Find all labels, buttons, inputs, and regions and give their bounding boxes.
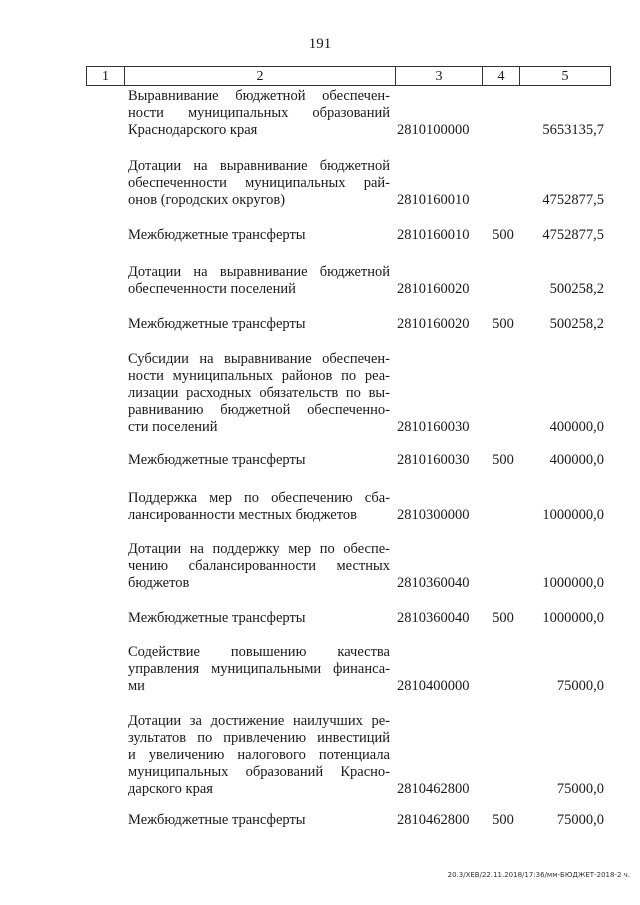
target-article-code: 2810100000 — [397, 122, 470, 138]
target-article-code: 2810360040 — [397, 610, 470, 626]
description-line: Дотации за достижение наилучших ре- — [128, 713, 390, 729]
page-number: 191 — [308, 36, 332, 52]
row-description — [128, 610, 390, 627]
amount: 4752877,5 — [542, 227, 604, 243]
description-line: и увеличению налогового потенциала — [128, 747, 390, 763]
amount: 1000000,0 — [542, 507, 604, 523]
expense-type: 500 — [492, 812, 514, 828]
description-line: Содействие повышению качества — [128, 644, 390, 660]
description-line: Выравнивание бюджетной обеспечен- — [128, 88, 390, 104]
description-line: Дотации на поддержку мер по обеспе- — [128, 541, 390, 557]
expense-type: 500 — [492, 610, 514, 626]
description-line: Поддержка мер по обеспечению сба- — [128, 490, 390, 506]
target-article-code: 2810160010 — [397, 192, 470, 208]
description-line: чению сбалансированности местных — [128, 558, 390, 574]
description-line: обеспеченности муниципальных рай- — [128, 175, 390, 191]
target-article-code: 2810160020 — [397, 316, 470, 332]
table-header — [86, 66, 611, 86]
row-description — [128, 490, 390, 524]
row-description — [128, 316, 390, 333]
description-line: лансированности местных бюджетов — [128, 507, 357, 523]
description-line: ности муниципальных образований — [128, 105, 390, 121]
description-line: зультатов по привлечению инвестиций — [128, 730, 390, 746]
row-description — [128, 158, 390, 209]
expense-type: 500 — [492, 452, 514, 468]
description-line: Дотации на выравнивание бюджетной — [128, 264, 390, 280]
description-line: Межбюджетные трансферты — [128, 316, 306, 332]
description-line: Субсидии на выравнивание обеспечен- — [128, 351, 390, 367]
amount: 400000,0 — [549, 452, 604, 468]
column-header-3: 3 — [396, 67, 483, 85]
amount: 1000000,0 — [542, 610, 604, 626]
target-article-code: 2810360040 — [397, 575, 470, 591]
description-line: Краснодарского края — [128, 122, 258, 138]
amount: 500258,2 — [549, 281, 604, 297]
amount: 4752877,5 — [542, 192, 604, 208]
row-description — [128, 541, 390, 592]
description-line: муниципальных образований Красно- — [128, 764, 390, 780]
amount: 400000,0 — [549, 419, 604, 435]
amount: 5653135,7 — [542, 122, 604, 138]
target-article-code: 2810160030 — [397, 419, 470, 435]
row-description — [128, 452, 390, 469]
column-header-4: 4 — [483, 67, 520, 85]
description-line: Межбюджетные трансферты — [128, 610, 306, 626]
row-description — [128, 713, 390, 798]
row-description — [128, 644, 390, 695]
column-header-2: 2 — [125, 67, 396, 85]
description-line: дарского края — [128, 781, 213, 797]
amount: 75000,0 — [556, 678, 604, 694]
column-header-5: 5 — [561, 69, 569, 84]
amount: 1000000,0 — [542, 575, 604, 591]
description-line: Межбюджетные трансферты — [128, 227, 306, 243]
target-article-code: 2810300000 — [397, 507, 470, 523]
target-article-code: 2810462800 — [397, 812, 470, 828]
amount: 75000,0 — [556, 812, 604, 828]
target-article-code: 2810160030 — [397, 452, 470, 468]
description-line: обеспеченности поселений — [128, 281, 296, 297]
amount: 75000,0 — [556, 781, 604, 797]
row-description — [128, 227, 390, 244]
row-description — [128, 264, 390, 298]
description-line: Межбюджетные трансферты — [128, 812, 306, 828]
expense-type: 500 — [492, 227, 514, 243]
description-line: равниванию бюджетной обеспеченно- — [128, 402, 390, 418]
row-description — [128, 88, 390, 139]
amount: 500258,2 — [549, 316, 604, 332]
description-line: сти поселений — [128, 419, 218, 435]
target-article-code: 2810160020 — [397, 281, 470, 297]
footer-stamp: 20.3/ХЕВ/22.11.2018/17:36/мм-БЮДЖЕТ-2018-2 ч. — [447, 871, 630, 879]
expense-type: 500 — [492, 316, 514, 332]
description-line: лизации расходных обязательств по вы- — [128, 385, 390, 401]
column-header-1: 1 — [87, 67, 125, 85]
description-line: управления муниципальными финанса- — [128, 661, 390, 677]
row-description — [128, 812, 390, 829]
description-line: бюджетов — [128, 575, 190, 591]
target-article-code: 2810400000 — [397, 678, 470, 694]
description-line: онов (городских округов) — [128, 192, 286, 208]
description-line: Дотации на выравнивание бюджетной — [128, 158, 390, 174]
description-line: ности муниципальных районов по реа- — [128, 368, 390, 384]
description-line: ми — [128, 678, 145, 694]
target-article-code: 2810160010 — [397, 227, 470, 243]
row-description — [128, 351, 390, 436]
target-article-code: 2810462800 — [397, 781, 470, 797]
description-line: Межбюджетные трансферты — [128, 452, 306, 468]
